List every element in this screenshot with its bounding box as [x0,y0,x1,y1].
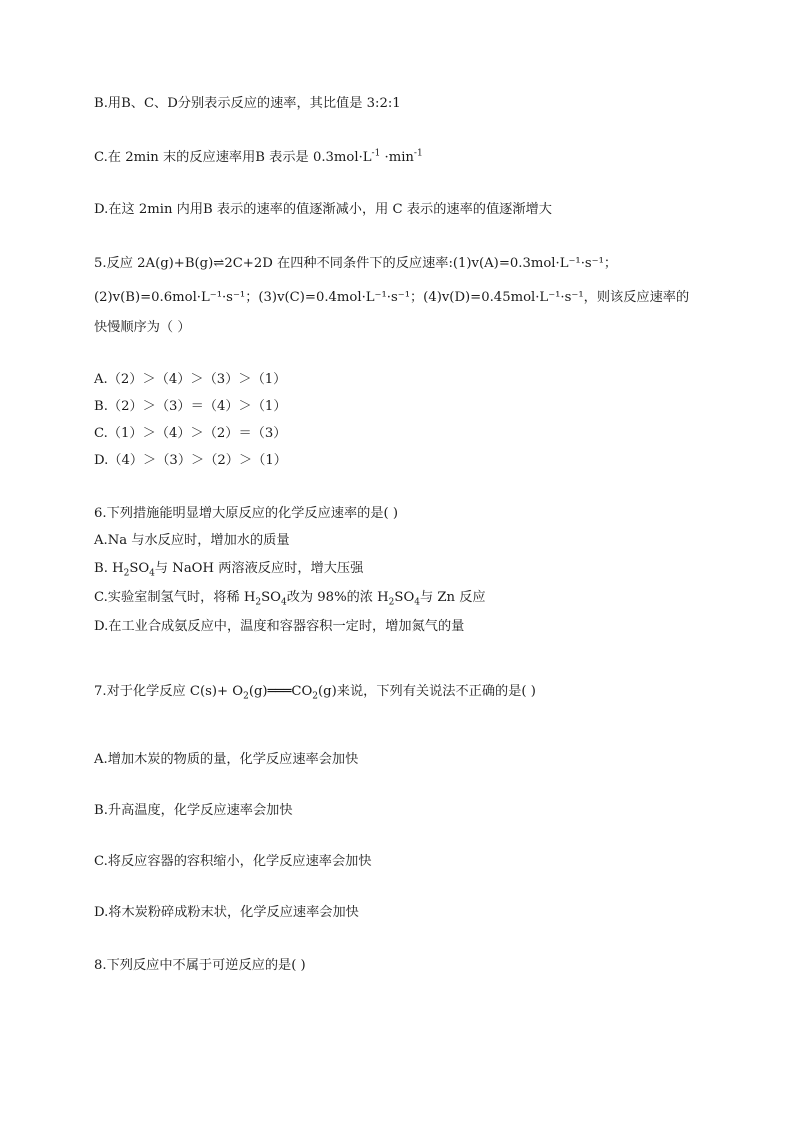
q7-text-3: (g)来说，下列有关说法不正确的是( ) [318,684,536,699]
q4-c-text-2: ·min [380,150,414,165]
q6-b-text: B. H [94,561,124,576]
q4-option-b: B.用B、C、D分别表示反应的速率，其比值是 3:2:1 [94,96,401,111]
q4-c-text: C.在 2min 末的反应速率用B 表示是 0.3mol·L [94,150,372,165]
q6-option-d: D.在工业合成氨反应中，温度和容器容积一定时，增加氮气的量 [94,619,465,634]
q6-option-a: A.Na 与水反应时，增加水的质量 [94,533,290,548]
q6-option-c [94,588,486,608]
q6-c-text-4: SO [394,590,415,605]
q5-option-d: D.（4）＞（3）＞（2）＞（1） [94,453,287,468]
q7-text: 7.对于化学反应 C(s)+ O [94,684,244,699]
q6-b-text-2: SO [129,561,150,576]
q5-stem-line-2: (2)v(B)=0.6mol·L⁻¹·s⁻¹；(3)v(C)=0.4mol·L⁻¹·s⁻¹；(4)v(D)=0.45mol·L⁻¹·s⁻¹，则该反应速率的 [94,290,690,305]
q6-stem: 6.下列措施能明显增大原反应的化学反应速率的是( ) [94,506,398,521]
q4-c-sup: -1 [371,148,381,159]
q7-option-a: A.增加木炭的物质的量，化学反应速率会加快 [94,752,359,767]
q6-b-sub-2: 4 [149,568,155,579]
q5-option-c: C.（1）＞（4）＞（2）＝（3） [94,426,287,441]
q6-c-sub-3: 2 [388,597,395,608]
q6-c-sub: 2 [255,597,262,608]
q5-option-a: A.（2）＞（4）＞（3）＞（1） [94,372,287,387]
q6-b-text-3: 与 NaOH 两溶液反应时，增大压强 [154,561,364,576]
q6-c-sub-4: 4 [414,597,420,608]
q4-c-sup-2: -1 [413,148,423,159]
q7-sub-2: 2 [312,691,319,702]
q7-option-d: D.将木炭粉碎成粉末状，化学反应速率会加快 [94,905,359,920]
q8-stem: 8.下列反应中不属于可逆反应的是( ) [94,958,306,973]
q6-c-sub-2: 4 [280,597,287,608]
q6-c-text-3: 改为 98%的浓 H [286,590,389,605]
q4-option-c [94,148,423,168]
q6-c-text: C.实验室制氢气时，将稀 H [94,590,256,605]
q5-stem-line-3: 快慢顺序为（ ） [94,320,191,335]
q7-option-b: B.升高温度，化学反应速率会加快 [94,803,293,818]
q6-c-text-5: 与 Zn 反应 [420,590,486,605]
q6-b-sub: 2 [123,568,130,579]
q6-c-text-2: SO [261,590,281,605]
q7-option-c: C.将反应容器的容积缩小，化学反应速率会加快 [94,854,372,869]
q7-text-2: (g)═══CO [248,684,313,699]
q5-option-b: B.（2）＞（3）＝（4）＞（1） [94,399,287,414]
q4-option-d: D.在这 2min 内用B 表示的速率的值逐渐减小，用 C 表示的速率的值逐渐增大 [94,202,552,217]
q6-option-b [94,559,363,579]
q7-sub: 2 [243,691,249,702]
q5-stem-line-1: 5.反应 2A(g)+B(g)⇌2C+2D 在四种不同条件下的反应速率:(1)v(A)=0.3mol·L⁻¹·s⁻¹； [94,256,618,271]
q7-stem [94,682,536,702]
